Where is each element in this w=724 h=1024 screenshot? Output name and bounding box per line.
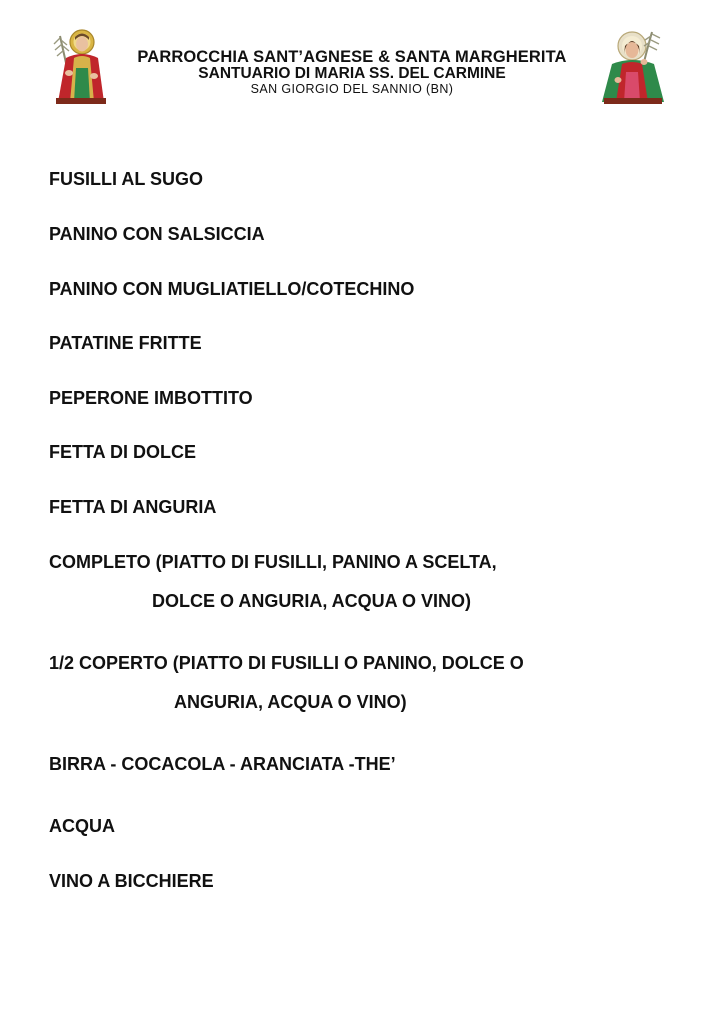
menu-item-dolce: FETTA DI DOLCE <box>49 442 196 462</box>
header-title-location: SAN GIORGIO DEL SANNIO (BN) <box>250 82 454 96</box>
menu-item-panino-salsiccia: PANINO CON SALSICCIA <box>49 224 265 244</box>
page-header <box>0 0 724 110</box>
menu-item-mezzo-coperto-cont: ANGURIA, ACQUA O VINO) <box>174 692 407 712</box>
menu-item-vino: VINO A BICCHIERE <box>49 871 214 891</box>
menu-item-panino-cotechino: PANINO CON MUGLIATIELLO/COTECHINO <box>49 279 415 299</box>
menu-item-bevande: BIRRA - COCACOLA - ARANCIATA -THE’ <box>49 754 396 774</box>
header-title-parish: PARROCCHIA SANT’AGNESE & SANTA MARGHERITA <box>137 48 567 66</box>
menu-item-completo-cont: DOLCE O ANGURIA, ACQUA O VINO) <box>152 591 471 611</box>
menu-item-fusilli: FUSILLI AL SUGO <box>49 169 204 189</box>
menu-item-acqua: ACQUA <box>49 816 115 836</box>
header-title-sanctuary: SANTUARIO DI MARIA SS. DEL CARMINE <box>198 65 506 82</box>
header-title-block <box>100 48 604 97</box>
menu-item-mezzo-coperto: 1/2 COPERTO (PIATTO DI FUSILLI O PANINO, DOLCE O <box>49 653 524 673</box>
menu-item-patatine: PATATINE FRITTE <box>49 333 202 353</box>
menu-item-completo: COMPLETO (PIATTO DI FUSILLI, PANINO A SCELTA, <box>49 552 497 572</box>
saint-margaret-image <box>594 28 674 104</box>
menu-item-peperone: PEPERONE IMBOTTITO <box>49 388 253 408</box>
menu-item-anguria: FETTA DI ANGURIA <box>49 497 217 517</box>
